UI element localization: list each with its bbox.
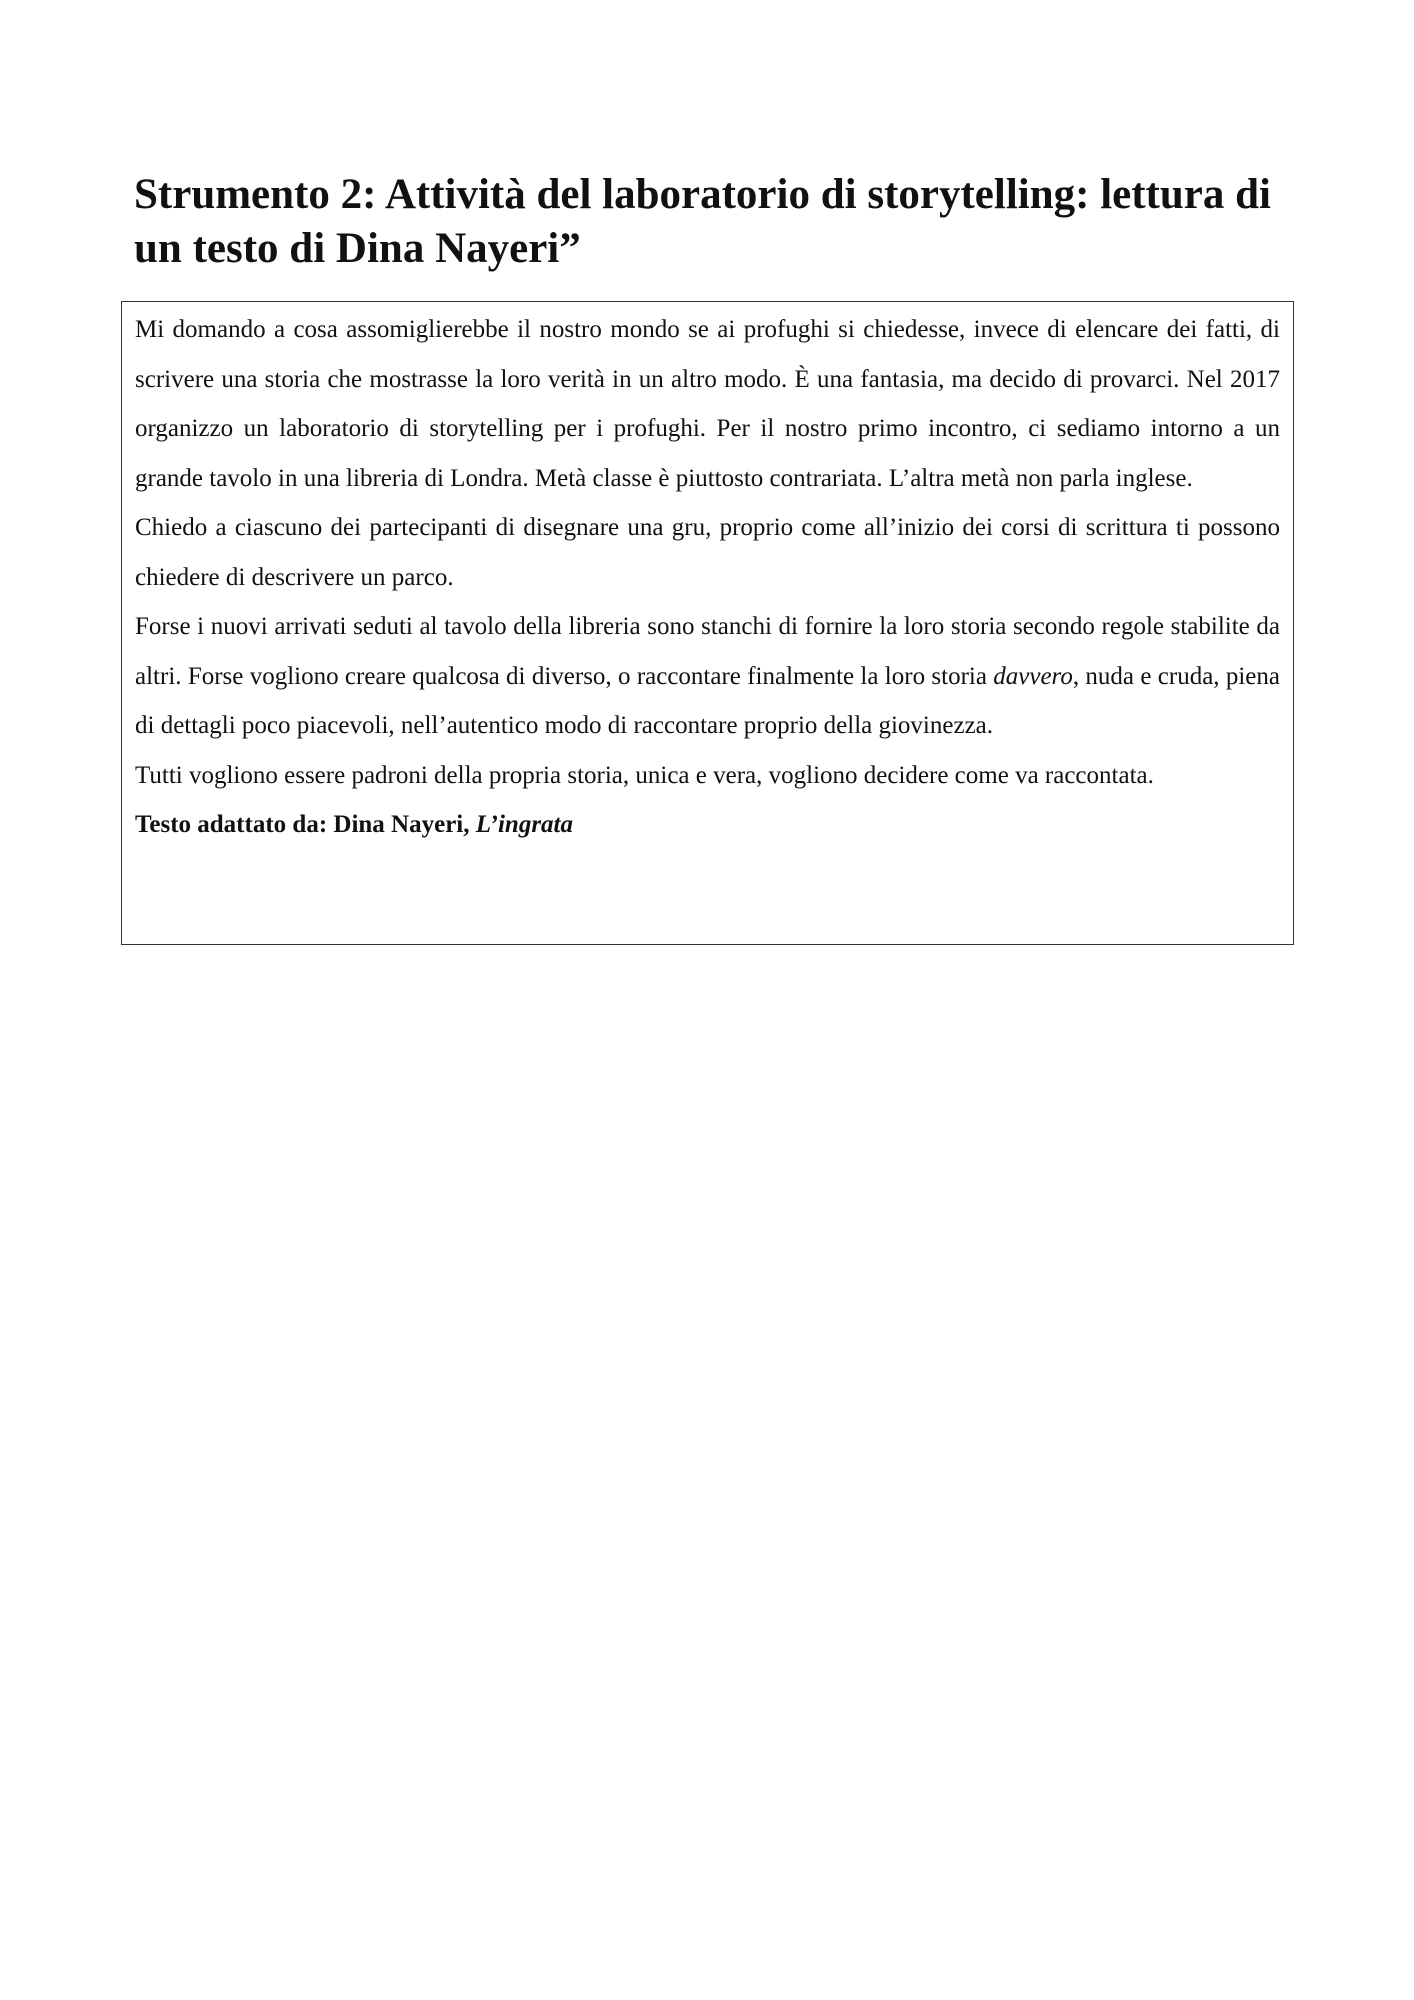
excerpt-paragraph-1: Mi domando a cosa assomiglierebbe il nostro mondo se ai profughi si chiedesse, invece di elencare dei fatti, di scrivere una storia che mostrasse la loro verità in un altro modo. È una fantasia, ma decido di provarci. Nel 2017 organizzo un laboratorio di storytelling per i profughi. Per il nostro primo incontro, ci sediamo intorno a un grande tavolo in una libreria di Londra. Metà classe è piuttosto contrariata. L’altra metà non parla inglese.: [135, 316, 1280, 492]
excerpt-paragraph-2: Chiedo a ciascuno dei partecipanti di disegnare una gru, proprio come all’inizio dei corsi di scrittura ti possono chiedere di descrivere un parco.: [135, 514, 1280, 591]
source-citation: [135, 800, 1280, 850]
excerpt-paragraph-3: [135, 602, 1280, 751]
source-citation-book-title: L’ingrata: [475, 811, 573, 838]
excerpt-paragraph-3-emphasis: davvero: [993, 662, 1073, 690]
excerpt-paragraph-3-text-after: , nuda e cruda, piena di dettagli poco piacevoli, nell’autentico modo di raccontare proprio della giovinezza.: [135, 662, 1280, 739]
source-citation-label: Testo adattato da: Dina Nayeri,: [135, 811, 476, 838]
excerpt-paragraph-3-text-before: Forse i nuovi arrivati seduti al tavolo della libreria sono stanchi di fornire la loro storia secondo regole stabilite da altri. Forse vogliono creare qualcosa di diverso, o raccontare finalmente la loro storia: [135, 613, 1280, 690]
page-title: Strumento 2: Attività del laboratorio di storytelling: lettura di un testo di Dina Nayeri”: [134, 171, 1271, 272]
excerpt-box: [121, 301, 1294, 945]
excerpt-paragraph-4: Tutti vogliono essere padroni della propria storia, unica e vera, vogliono decidere come va raccontata.: [135, 761, 1154, 789]
